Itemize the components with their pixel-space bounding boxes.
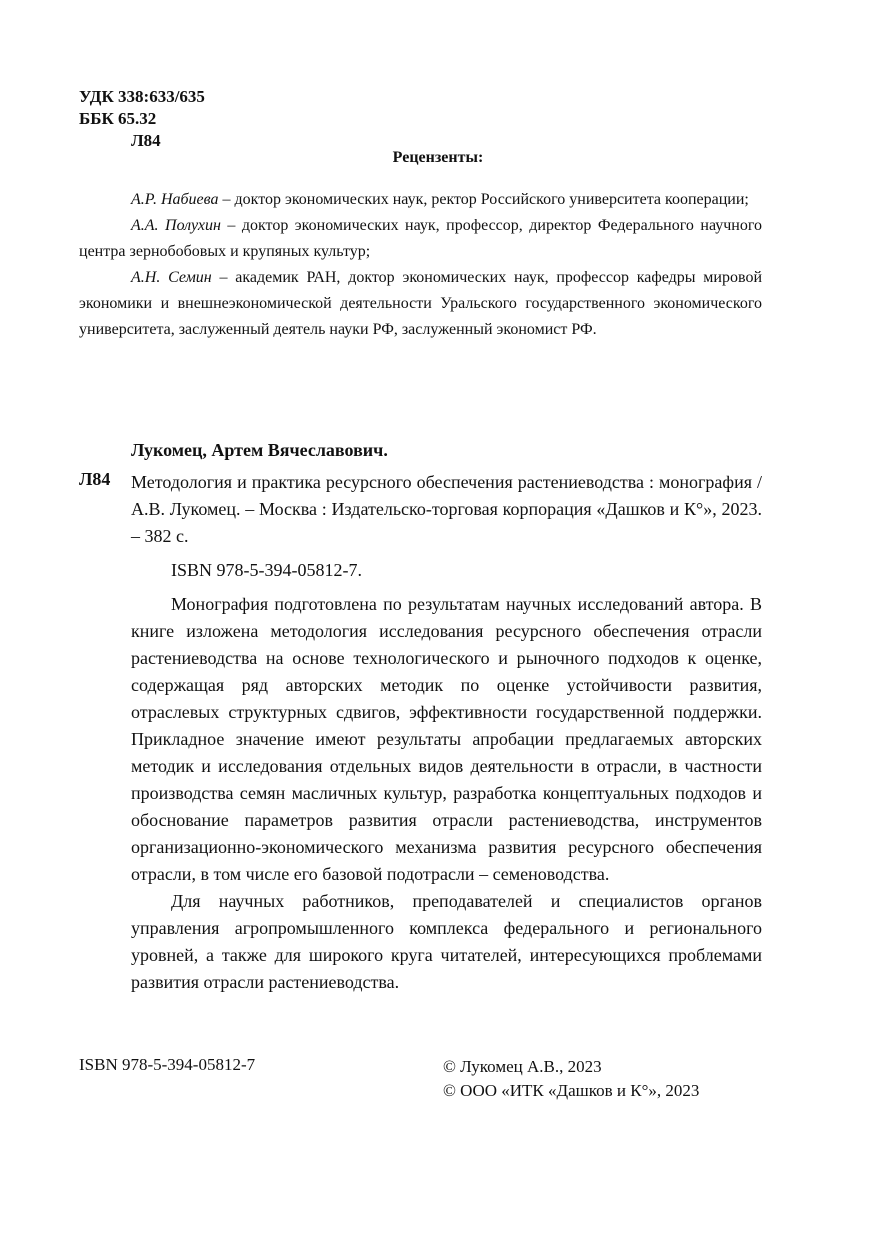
annotation-paragraph: Для научных работников, преподавателей и специалистов органов управления агропромышленного комплекса федерального и регионального уровней, а также для широкого круга читателей, интересующихся проблемами развития отрасли растениеводства. (131, 891, 762, 992)
bibliography-code: Л84 (79, 469, 111, 489)
bbk-code: ББК 65.32 (79, 109, 157, 128)
footer-isbn: ISBN 978-5-394-05812-7 (79, 1055, 256, 1074)
annotation (131, 591, 762, 996)
reviewer-item (79, 187, 762, 213)
author-code: Л84 (131, 131, 161, 150)
reviewer-item (79, 213, 762, 265)
udk-code: УДК 338:633/635 (79, 87, 205, 106)
annotation-paragraph: Монография подготовлена по результатам научных исследований автора. В книге изложена методология исследования ресурсного обеспечения отрасли растениеводства на основе технологического и рыночного подходов к оценке, содержащая ряд авторских методик по оценке устойчивости развития, отраслевых структурных сдвигов, эффективности государственной поддержки. Прикладное значение имеют результаты апробации предлагаемых авторских методик и исследования отдельных видов деятельности в отрасли, в частности производства семян масличных культур, разработка концептуальных подходов и обоснование параметров развития отрасли растениеводства, инструментов организационно-экономического механизма развития ресурсного обеспечения отрасли, в том числе его базовой подотрасли – семеноводства. (131, 594, 762, 884)
reviewer-description: – академик РАН, доктор экономических наук, профессор кафедры мировой экономики и внешнеэкономической деятельности Уральского государственного экономического университета, заслуженный деятель науки РФ, заслуженный экономист РФ. (79, 269, 762, 338)
reviewers-title: Рецензенты: (392, 149, 484, 166)
bibliography-author: Лукомец, Артем Вячеславович. (131, 440, 388, 460)
reviewer-description: – доктор экономических наук, ректор Российского университета кооперации; (218, 191, 749, 208)
reviewer-name: А.Р. Набиева (131, 191, 219, 208)
reviewer-name: А.Н. Семин (131, 269, 212, 286)
reviewer-name: А.А. Полухин (131, 217, 221, 234)
bibliography-isbn: ISBN 978-5-394-05812-7. (171, 560, 362, 580)
classification-codes (79, 86, 205, 152)
bibliography-entry: Методология и практика ресурсного обеспечения растениеводства : монография / А.В. Лукомец. – Москва : Издательско-торговая корпорация «Дашков и К°», 2023. – 382 с. (131, 472, 762, 546)
copyright-author: © Лукомец А.В., 2023 (443, 1057, 602, 1076)
reviewer-description: – доктор экономических наук, профессор, директор Федерального научного центра зернобобовых и крупяных культур; (79, 217, 763, 260)
footer-copyright (443, 1055, 699, 1103)
copyright-publisher: © ООО «ИТК «Дашков и К°», 2023 (443, 1081, 700, 1100)
reviewer-item (79, 265, 762, 343)
reviewers-list (79, 187, 762, 343)
